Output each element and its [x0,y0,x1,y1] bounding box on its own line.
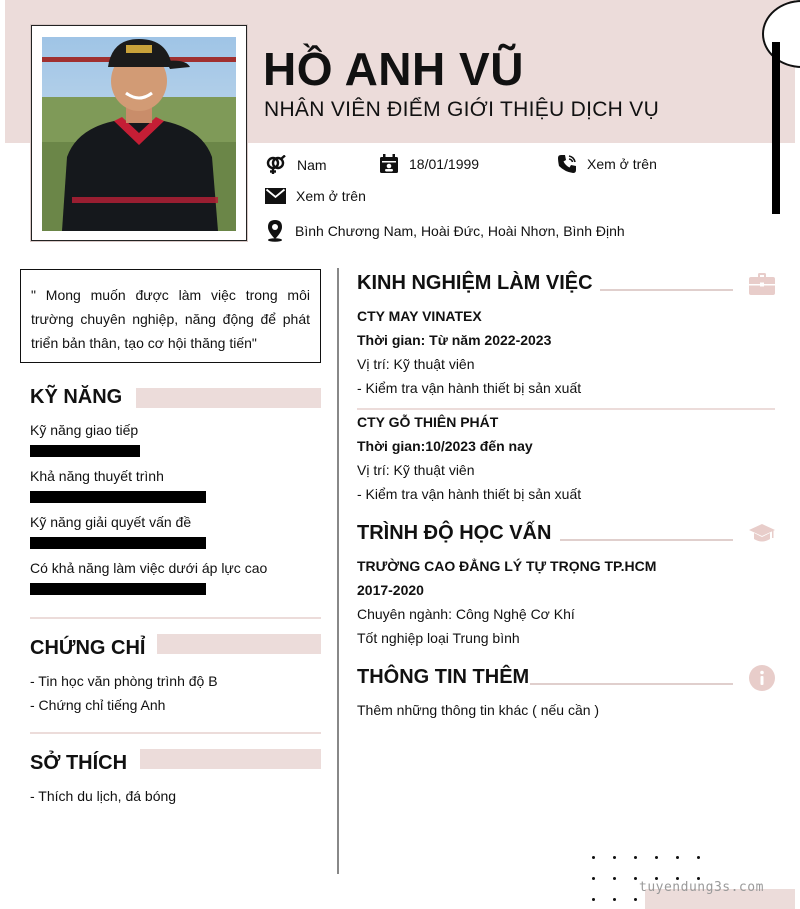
career-objective: " Mong muốn được làm việc trong môi trường chuyên nghiệp, năng động để phát triển bản thân, tạo cơ hội thăng tiến" [20,269,321,363]
certificate-item: - Chứng chỉ tiếng Anh [30,697,166,713]
skill-label: Kỹ năng giao tiếp [30,422,139,438]
avatar [42,37,236,231]
address-value: Bình Chương Nam, Hoài Đức, Hoài Nhơn, Bình Định [295,223,625,239]
skill-level-bar [30,583,206,595]
calendar-icon [379,154,399,174]
heading-rule [530,683,733,685]
section-divider [30,732,321,734]
heading-rule [600,289,733,291]
gender-icon [265,155,287,175]
address-row [265,220,625,242]
watermark: tuyendung3s.com [639,880,764,895]
skill-label: Khả năng thuyết trình [30,468,164,484]
graduation-grade: Tốt nghiệp loại Trung bình [357,630,520,646]
hobbies-heading: SỞ THÍCH [30,752,128,774]
extra-info-text: Thêm những thông tin khác ( nếu cần ) [357,702,600,718]
skill-label: Có khả năng làm việc dưới áp lực cao [30,560,268,576]
mail-icon [265,188,286,204]
gender-value: Nam [297,157,327,173]
hobbies-heading-bar [140,749,321,769]
briefcase-icon [749,273,775,295]
phone-value: Xem ở trên [587,156,657,172]
study-years: 2017-2020 [357,582,424,598]
phone-icon [557,154,577,174]
extra-info-heading: THÔNG TIN THÊM [357,666,530,688]
candidate-name: HỒ ANH VŨ [263,43,524,95]
heading-rule [560,539,733,541]
skill-level-bar [30,445,140,457]
job-position: Vị trí: Kỹ thuật viên [357,462,475,478]
gender-row [265,155,327,175]
job-period: Thời gian: Từ năm 2022-2023 [357,332,552,348]
certificates-heading: CHỨNG CHỈ [30,637,146,659]
location-pin-icon [265,220,285,242]
graduation-cap-icon [749,524,775,544]
skills-heading-bar [136,388,321,408]
job-position: Vị trí: Kỹ thuật viên [357,356,475,372]
right-accent-bar [772,42,780,214]
job-company: CTY GỖ THIÊN PHÁT [357,414,499,430]
job-period: Thời gian:10/2023 đến nay [357,438,533,454]
column-divider [337,268,339,874]
job-task: - Kiểm tra vận hành thiết bị sản xuất [357,380,582,396]
job-task: - Kiểm tra vận hành thiết bị sản xuất [357,486,582,502]
certificates-heading-bar [157,634,321,654]
education-heading: TRÌNH ĐỘ HỌC VẤN [357,522,552,544]
skill-level-bar [30,537,206,549]
job-divider [357,408,775,410]
job-title: NHÂN VIÊN ĐIỂM GIỚI THIỆU DỊCH VỤ [264,98,660,121]
dob-row [379,154,479,174]
certificate-item: - Tin học văn phòng trình độ B [30,673,218,689]
dob-value: 18/01/1999 [409,156,480,172]
email-value: Xem ở trên [296,188,366,204]
email-row [265,188,366,204]
major: Chuyên ngành: Công Nghệ Cơ Khí [357,606,575,622]
phone-row [557,154,657,174]
skill-level-bar [30,491,206,503]
skills-heading: KỸ NĂNG [30,386,123,408]
section-divider [30,617,321,619]
school-name: TRƯỜNG CAO ĐẲNG LÝ TỰ TRỌNG TP.HCM [357,558,657,574]
hobby-item: - Thích du lịch, đá bóng [30,788,177,804]
info-icon [749,665,775,691]
experience-heading: KINH NGHIỆM LÀM VIỆC [357,272,593,294]
job-company: CTY MAY VINATEX [357,308,482,324]
skill-label: Kỹ năng giải quyết vấn đề [30,514,192,530]
